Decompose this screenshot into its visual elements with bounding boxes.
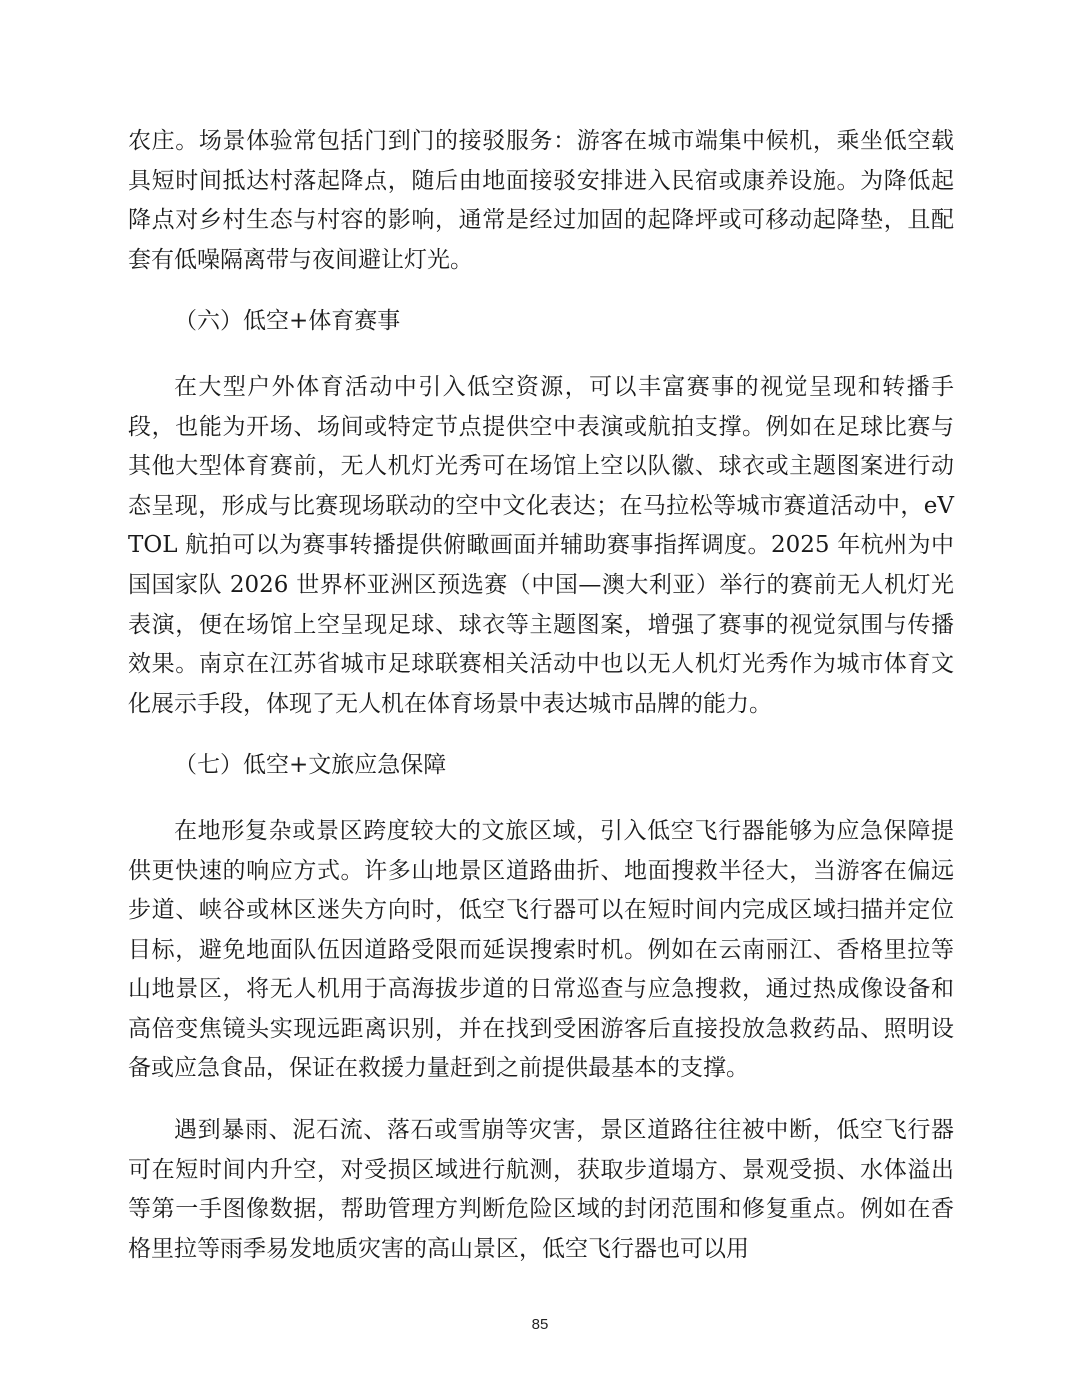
section-heading-emergency-support: （七）低空+文旅应急保障 <box>174 752 447 779</box>
paragraph-emergency-rescue: 在地形复杂或景区跨度较大的文旅区域，引入低空飞行器能够为应急保障提供更快速的响应方式。许多山地景区道路曲折、地面搜救半径大，当游客在偏远步道、峡谷或林区迷失方向时，低空飞行器可以在短时间内完成区域扫描并定位目标，避免地面队伍因道路受限而延误搜索时机。例如在云南丽江、香格里拉等山地景区，将无人机用于高海拔步道的日常巡查与应急搜救，通过热成像设备和高倍变焦镜头实现远距离识别，并在找到受困游客后直接投放急救药品、照明设备或应急食品，保证在救援力量赶到之前提供最基本的支撑。 <box>128 817 954 1082</box>
paragraph-sports-events: 在大型户外体育活动中引入低空资源，可以丰富赛事的视觉呈现和转播手段，也能为开场、场间或特定节点提供空中表演或航拍支撑。例如在足球比赛与其他大型体育赛前，无人机灯光秀可在场馆上空以队徽、球衣或主题图案进行动态呈现，形成与比赛现场联动的空中文化表达；在马拉松等城市赛道活动中，eVTOL 航拍可以为赛事转播提供俯瞰画面并辅助赛事指挥调度。2025 年杭州为中国国家队 2026 世界杯亚洲区预选赛（中国—澳大利亚）举行的赛前无人机灯光表演，便在场馆上空呈现足球、球衣等主题图案，增强了赛事的视觉氛围与传播效果。南京在江苏省城市足球联赛相关活动中也以无人机灯光秀作为城市体育文化展示手段，体现了无人机在体育场景中表达城市品牌的能力。 <box>128 373 954 717</box>
page-number: 85 <box>531 1316 549 1333</box>
paragraph-continued-farm-scenario: 农庄。场景体验常包括门到门的接驳服务：游客在城市端集中候机，乘坐低空载具短时间抵达村落起降点，随后由地面接驳安排进入民宿或康养设施。为降低起降点对乡村生态与村容的影响，通常是经过加固的起降坪或可移动起降垫，且配套有低噪隔离带与夜间避让灯光。 <box>128 128 954 273</box>
page-content <box>128 122 954 1269</box>
paragraph-disaster-survey: 遇到暴雨、泥石流、落石或雪崩等灾害，景区道路往往被中断，低空飞行器可在短时间内升空，对受损区域进行航测，获取步道塌方、景观受损、水体溢出等第一手图像数据，帮助管理方判断危险区域的封闭范围和修复重点。例如在香格里拉等雨季易发地质灾害的高山景区，低空飞行器也可以用 <box>128 1117 954 1262</box>
section-heading-sports-events: （六）低空+体育赛事 <box>174 308 401 335</box>
